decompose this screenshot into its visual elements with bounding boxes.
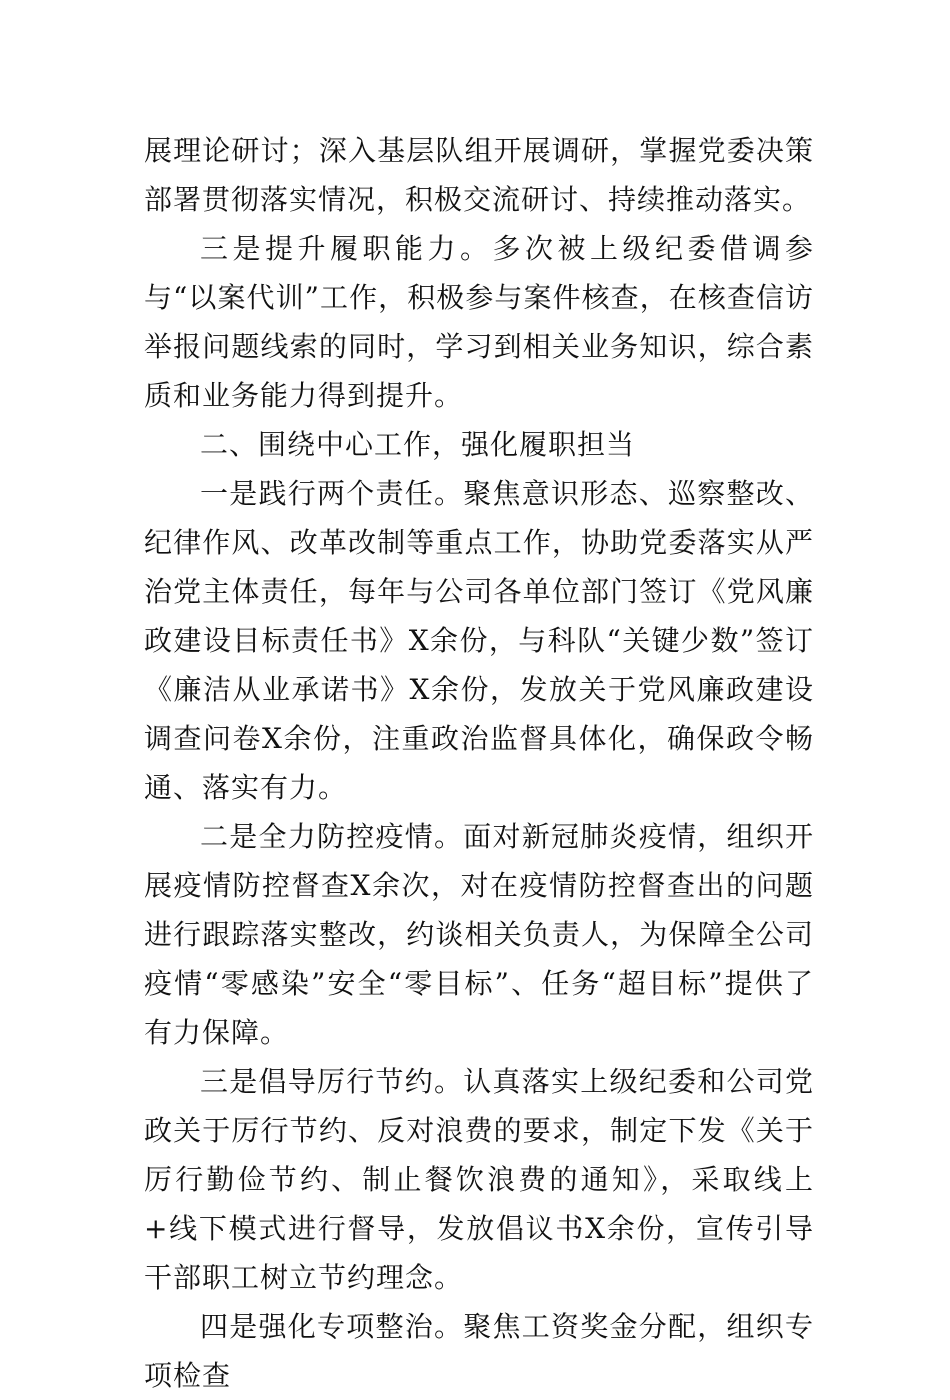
paragraph-special-rectification: 四是强化专项整治。聚焦工资奖金分配，组织专项检查 [144, 1310, 814, 1392]
paragraph-improve-capability: 三是提升履职能力。多次被上级纪委借调参与“以案代训”工作，积极参与案件核查，在核查信访举报问题线索的同时，学习到相关业务知识，综合素质和业务能力得到提升。 [144, 232, 814, 412]
paragraph-continuation: 展理论研讨；深入基层队组开展调研，掌握党委决策部署贯彻落实情况，积极交流研讨、持续推动落实。 [144, 134, 814, 216]
paragraph-frugality: 三是倡导厉行节约。认真落实上级纪委和公司党政关于厉行节约、反对浪费的要求，制定下发《关于厉行勤俭节约、制止餐饮浪费的通知》，采取线上+线下模式进行督导，发放倡议书X余份，宣传引导干部职工树立节约理念。 [144, 1065, 814, 1294]
document-body [144, 126, 814, 1400]
section-heading: 二、围绕中心工作，强化履职担当 [200, 428, 636, 461]
paragraph-two-responsibilities: 一是践行两个责任。聚焦意识形态、巡察整改、纪律作风、改革改制等重点工作，协助党委落实从严治党主体责任，每年与公司各单位部门签订《党风廉政建设目标责任书》X余份，与科队“关键少数”签订《廉洁从业承诺书》X余份，发放关于党风廉政建设调查问卷X余份，注重政治监督具体化，确保政令畅通、落实有力。 [144, 477, 814, 804]
paragraph-epidemic-control: 二是全力防控疫情。面对新冠肺炎疫情，组织开展疫情防控督查X余次，对在疫情防控督查出的问题进行跟踪落实整改，约谈相关负责人，为保障全公司疫情“零感染”安全“零目标”、任务“超目标”提供了有力保障。 [144, 820, 814, 1049]
